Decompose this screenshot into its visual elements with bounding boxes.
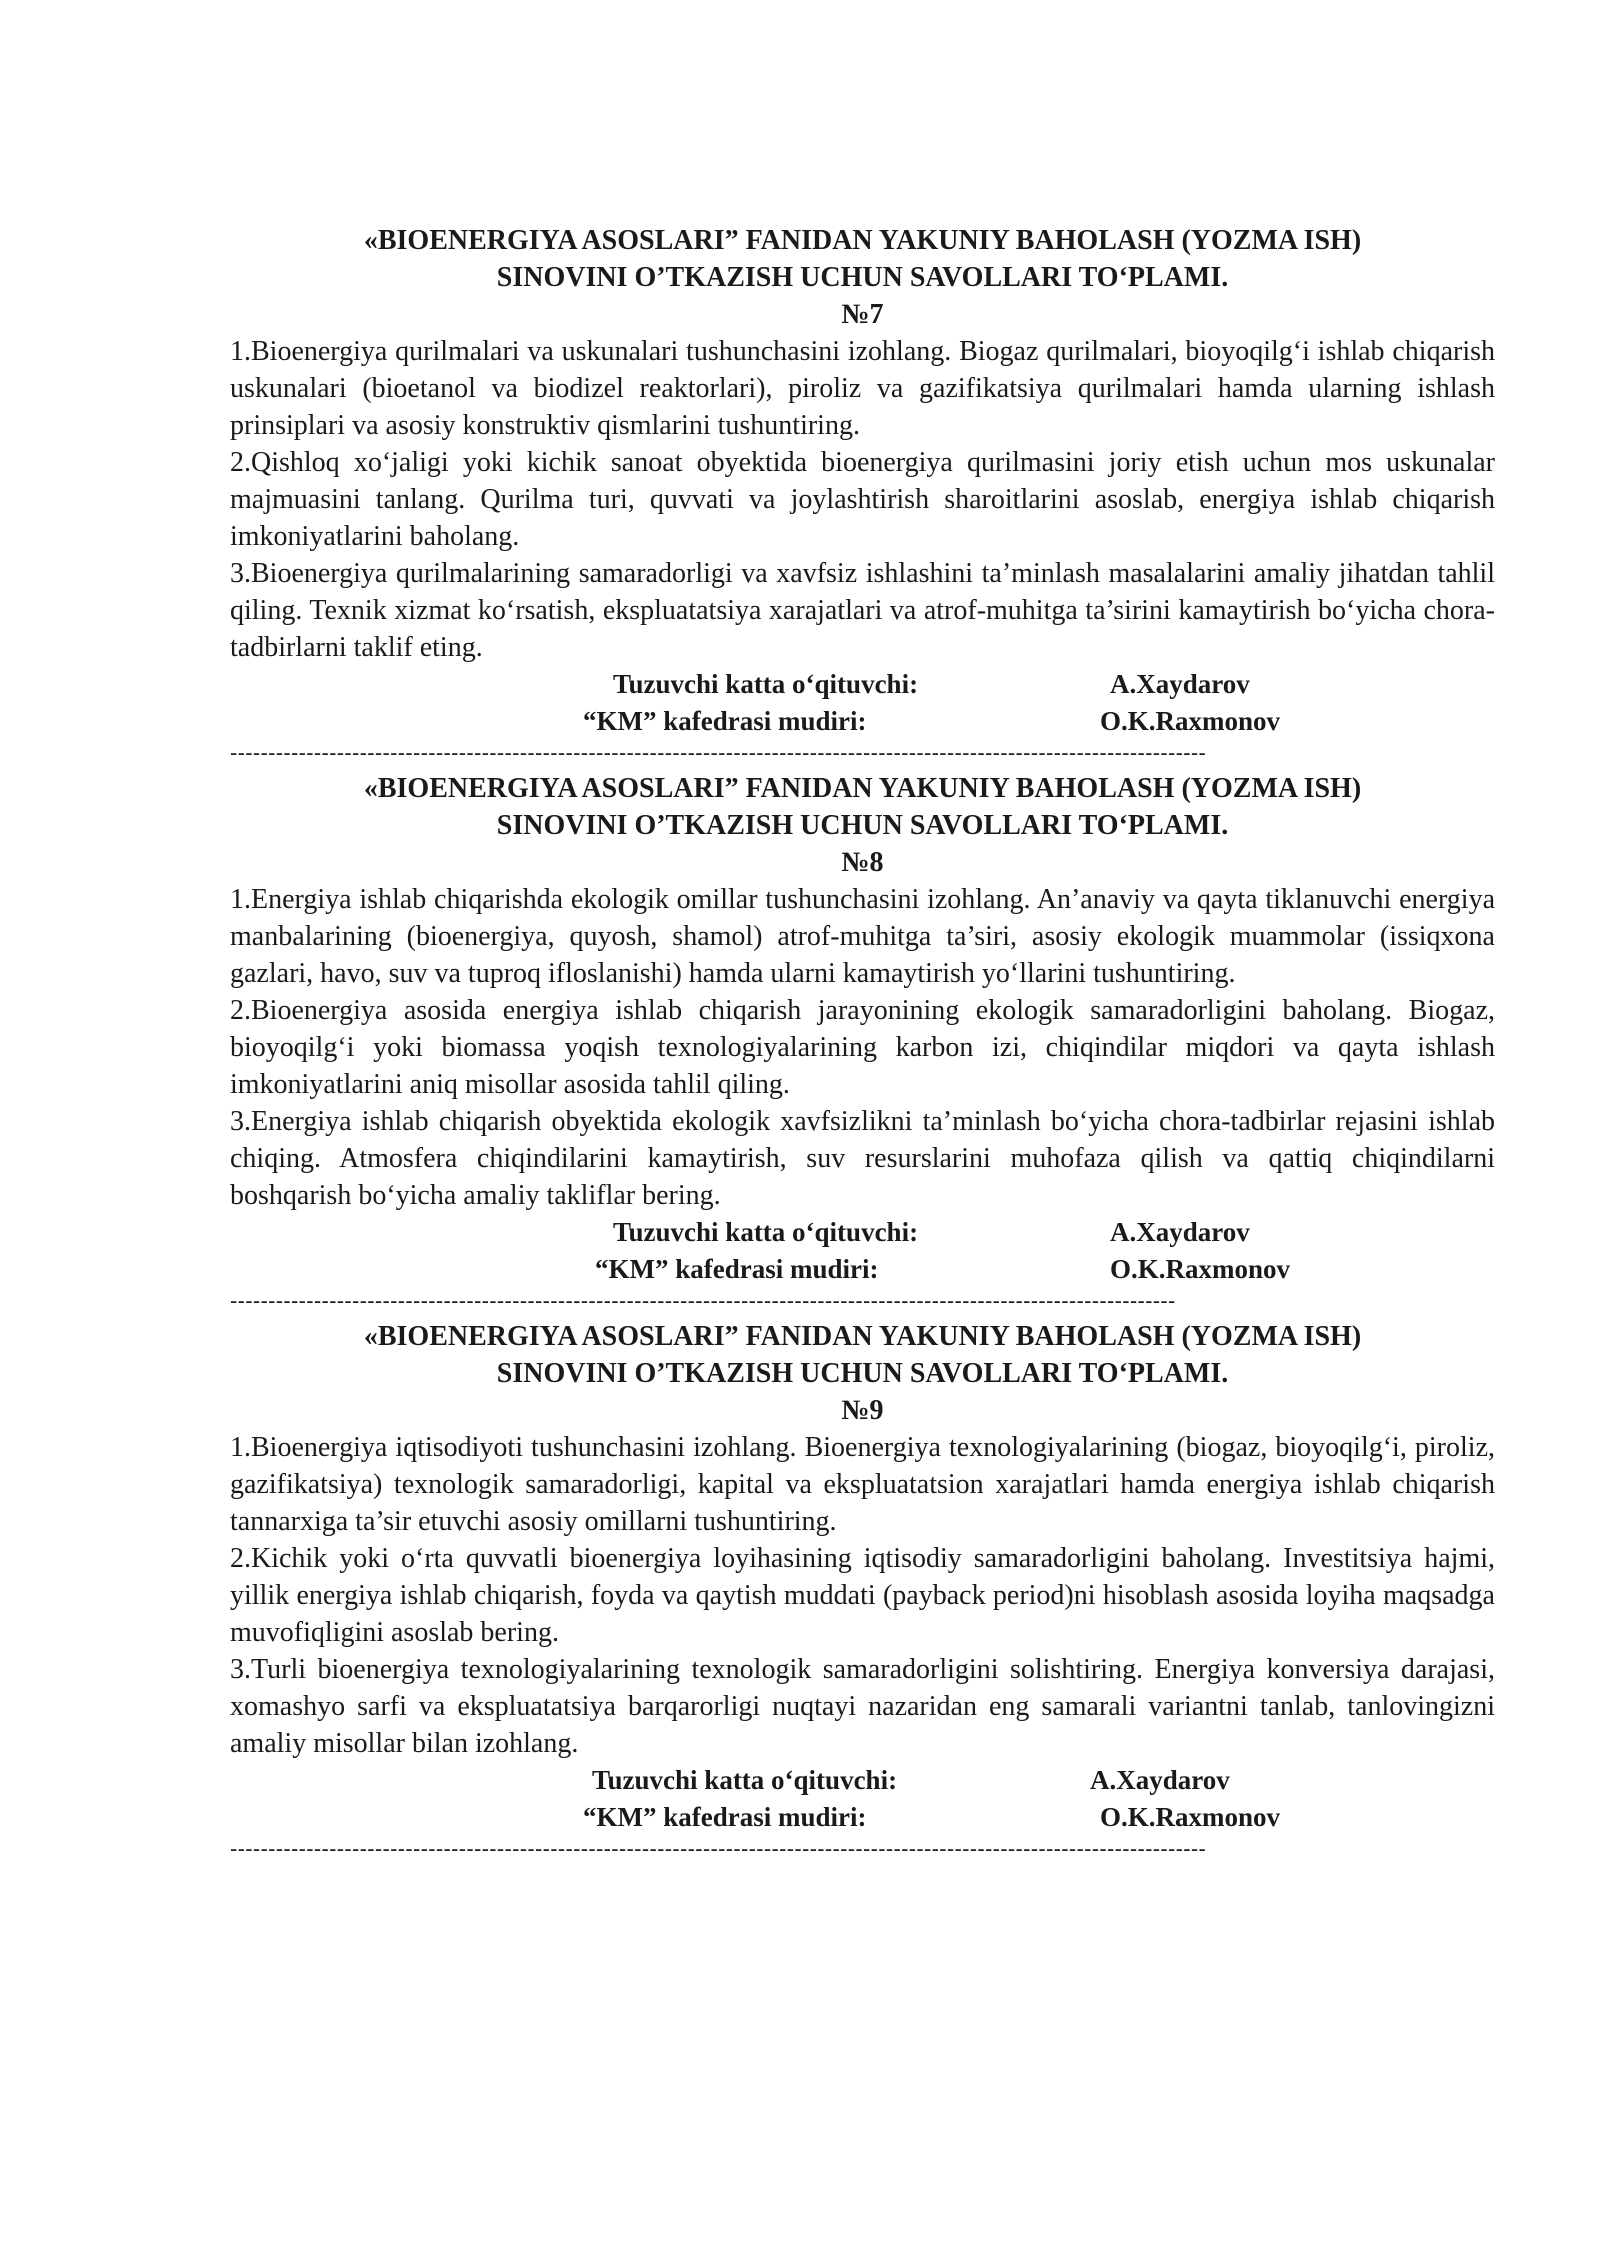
signature-head: [230, 1799, 1495, 1836]
question-3: 3.Turli bioenergiya texnologiyalarining texnologik samaradorligini solishtiring. Energiya konversiya darajasi, xomashyo sarfi va ekspluatatsiya barqarorligi nuqtayi nazaridan eng samarali variantni tanlab, tanlovingizni amaliy misollar bilan izohlang.: [230, 1654, 1495, 1759]
exam-number: №8: [841, 847, 884, 878]
signature-head-label: “KM” kafedrasi mudiri:: [583, 1802, 867, 1832]
separator-line: --------------------------------------------------------------------------------------------------------------------------------: [230, 740, 1207, 765]
signature-compiler: [230, 1762, 1495, 1799]
question-1: 1.Energiya ishlab chiqarishda ekologik omillar tushunchasini izohlang. An’anaviy va qayta tiklanuvchi energiya manbalarining (bioenergiya, quyosh, shamol) atrof-muhitga ta’siri, asosiy ekologik muammolar (issiqxona gazlari, havo, suv va tuproq ifloslanishi) hamda ularni kamaytirish yo‘llarini tushuntiring.: [230, 884, 1495, 989]
question-1: 1.Bioenergiya qurilmalari va uskunalari tushunchasini izohlang. Biogaz qurilmalari, bioyoqilg‘i ishlab chiqarish uskunalari (bioetanol va biodizel reaktorlari), piroliz va gazifikatsiya qurilmalari hamda ularning ishlash prinsiplari va asosiy konstruktiv qismlarini tushuntiring.: [230, 336, 1495, 441]
exam-number: №7: [841, 299, 884, 330]
exam-set-8: [230, 770, 1495, 1314]
question-2: 2.Qishloq xo‘jaligi yoki kichik sanoat obyektida bioenergiya qurilmasini joriy etish uchun mos uskunalar majmuasini tanlang. Qurilma turi, quvvati va joylashtirish sharoitlarini asoslab, energiya ishlab chiqarish imkoniyatlarini baholang.: [230, 447, 1495, 552]
separator-line: --------------------------------------------------------------------------------------------------------------------------------: [230, 1836, 1207, 1861]
signature-head: [230, 1251, 1495, 1288]
signature-head-label: “KM” kafedrasi mudiri:: [595, 1254, 879, 1284]
signature-head-name: O.K.Raxmonov: [1100, 1802, 1281, 1832]
exam-title-line1: «BIOENERGIYA ASOSLARI” FANIDAN YAKUNIY BAHOLASH (YOZMA ISH): [363, 1321, 1362, 1352]
document-page: [230, 222, 1495, 1866]
signature-compiler-name: A.Xaydarov: [1090, 1765, 1230, 1795]
exam-number: №9: [841, 1395, 884, 1426]
signature-compiler: [230, 666, 1495, 703]
exam-title-line2: SINOVINI O’TKAZISH UCHUN SAVOLLARI TO‘PLAMI.: [496, 1358, 1229, 1389]
exam-title-line2: SINOVINI O’TKAZISH UCHUN SAVOLLARI TO‘PLAMI.: [496, 262, 1229, 293]
separator-line: ----------------------------------------------------------------------------------------------------------------------------: [230, 1288, 1176, 1313]
question-2: 2.Kichik yoki o‘rta quvvatli bioenergiya loyihasining iqtisodiy samaradorligini baholang. Investitsiya hajmi, yillik energiya ishlab chiqarish, foyda va qaytish muddati (payback period)ni hisoblash asosida loyiha maqsadga muvofiqligini asoslab bering.: [230, 1543, 1495, 1648]
signature-compiler-label: Tuzuvchi katta o‘qituvchi:: [613, 669, 919, 699]
question-1: 1.Bioenergiya iqtisodiyoti tushunchasini izohlang. Bioenergiya texnologiyalarining (biogaz, bioyoqilg‘i, piroliz, gazifikatsiya) texnologik samaradorligi, kapital va ekspluatatsion xarajatlari hamda energiya ishlab chiqarish tannarxiga ta’sir etuvchi asosiy omillarni tushuntiring.: [230, 1432, 1495, 1537]
signature-compiler-label: Tuzuvchi katta o‘qituvchi:: [613, 1217, 919, 1247]
question-3: 3.Energiya ishlab chiqarish obyektida ekologik xavfsizlikni ta’minlash bo‘yicha chora-tadbirlar rejasini ishlab chiqing. Atmosfera chiqindilarini kamaytirish, suv resurslarini muhofaza qilish va qattiq chiqindilarni boshqarish bo‘yicha amaliy takliflar bering.: [230, 1106, 1495, 1211]
signature-head-name: O.K.Raxmonov: [1110, 1254, 1291, 1284]
signature-compiler-name: A.Xaydarov: [1110, 669, 1250, 699]
signature-head-label: “KM” kafedrasi mudiri:: [583, 706, 867, 736]
signature-head-name: O.K.Raxmonov: [1100, 706, 1281, 736]
exam-set-9: [230, 1318, 1495, 1862]
signature-compiler-label: Tuzuvchi katta o‘qituvchi:: [592, 1765, 898, 1795]
signature-head: [230, 703, 1495, 740]
exam-title-line1: «BIOENERGIYA ASOSLARI” FANIDAN YAKUNIY BAHOLASH (YOZMA ISH): [363, 773, 1362, 804]
question-3: 3.Bioenergiya qurilmalarining samaradorligi va xavfsiz ishlashini ta’minlash masalalarini amaliy jihatdan tahlil qiling. Texnik xizmat ko‘rsatish, ekspluatatsiya xarajatlari va atrof-muhitga ta’sirini kamaytirish bo‘yicha chora-tadbirlarni taklif eting.: [230, 558, 1495, 663]
signature-compiler: [230, 1214, 1495, 1251]
exam-title-line2: SINOVINI O’TKAZISH UCHUN SAVOLLARI TO‘PLAMI.: [496, 810, 1229, 841]
signature-compiler-name: A.Xaydarov: [1110, 1217, 1250, 1247]
question-2: 2.Bioenergiya asosida energiya ishlab chiqarish jarayonining ekologik samaradorligini baholang. Biogaz, bioyoqilg‘i yoki biomassa yoqish texnologiyalarining karbon izi, chiqindilar miqdori va qayta ishlash imkoniyatlarini aniq misollar asosida tahlil qiling.: [230, 995, 1495, 1100]
exam-title-line1: «BIOENERGIYA ASOSLARI” FANIDAN YAKUNIY BAHOLASH (YOZMA ISH): [363, 225, 1362, 256]
exam-set-7: [230, 222, 1495, 766]
